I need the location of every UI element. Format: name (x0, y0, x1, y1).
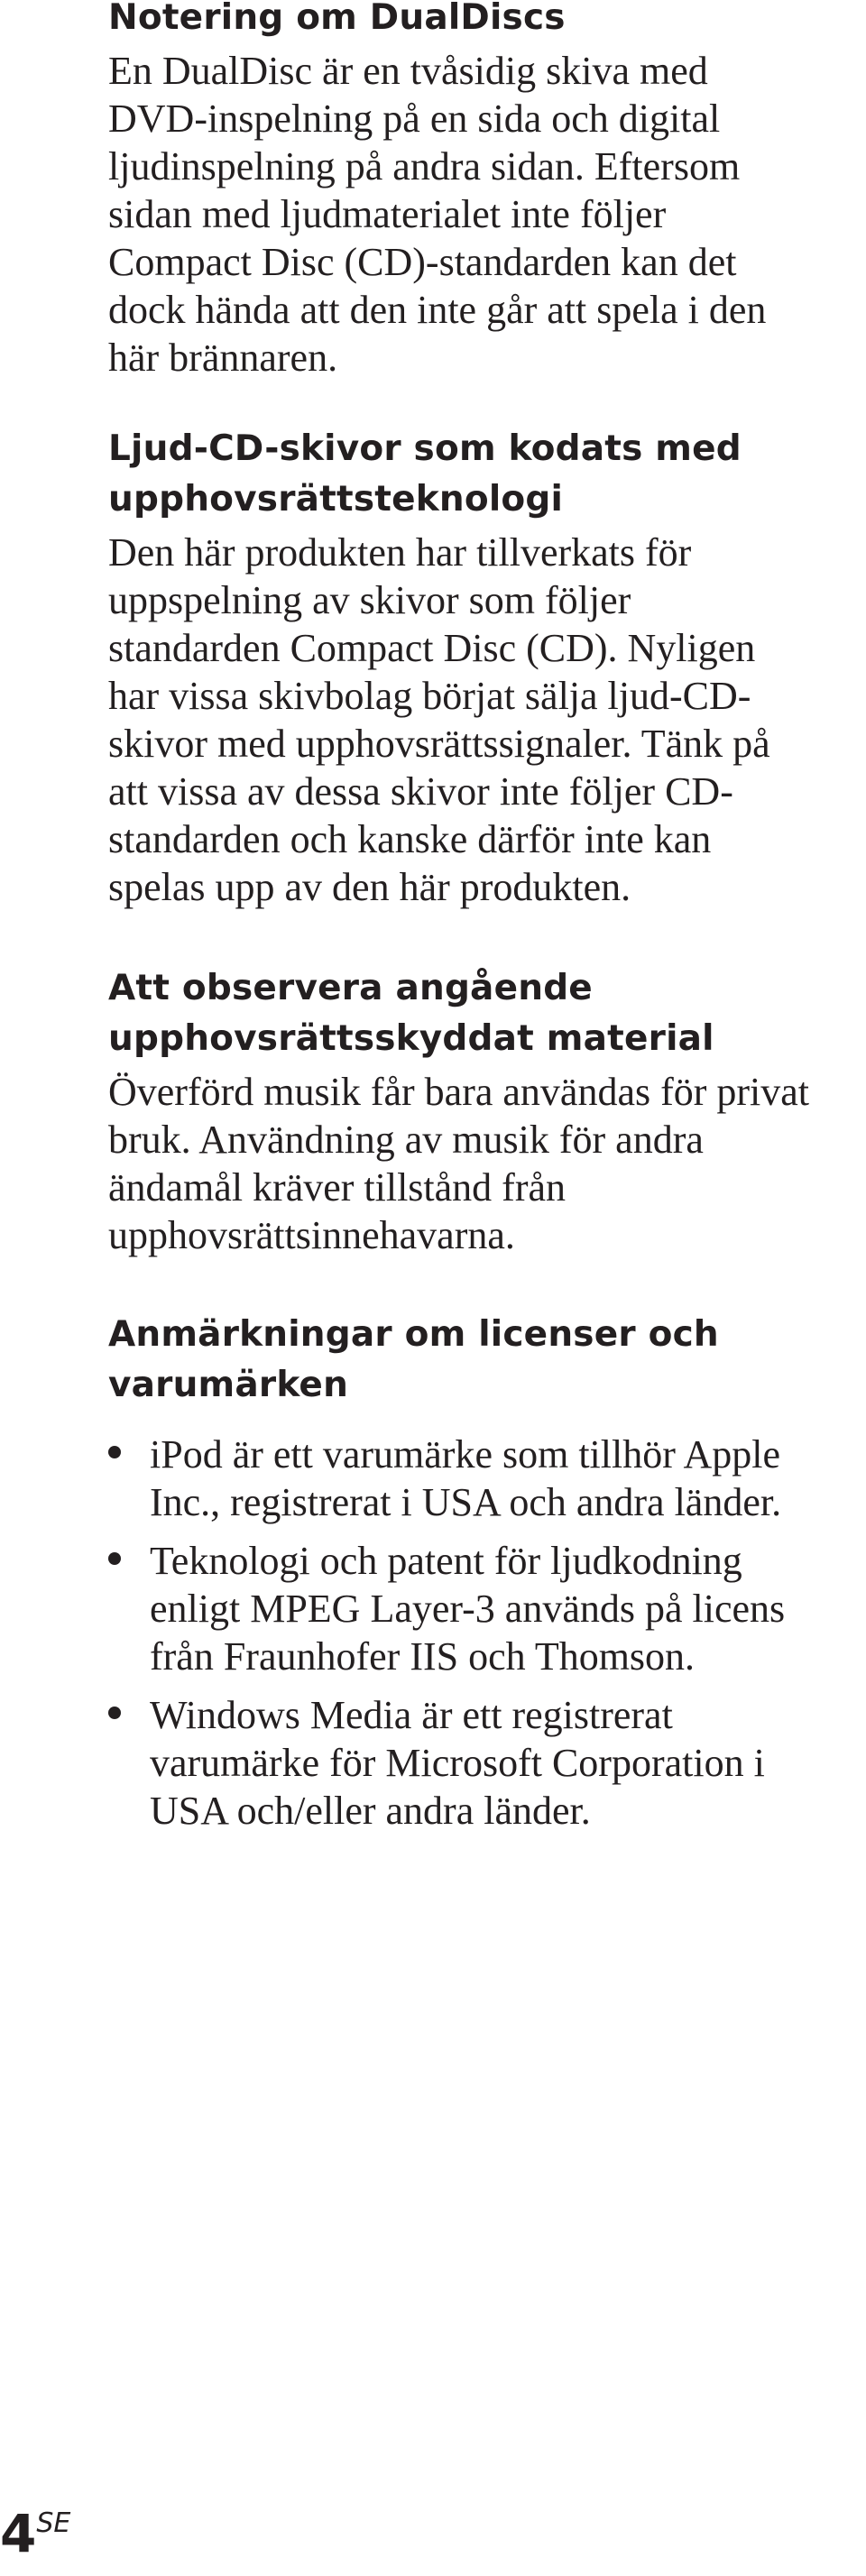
section-copyright-material (108, 963, 812, 1259)
license-list (108, 1431, 812, 1835)
list-item-text: Teknologi och patent för ljudkodning enligt MPEG Layer-3 används på licens från Fraunhofer IIS och Thomson. (150, 1539, 786, 1679)
section-licenses (108, 1310, 812, 1845)
page-number (0, 2502, 70, 2565)
page-number-value: 4 (0, 2503, 37, 2564)
bullet-icon (108, 1552, 121, 1565)
list-item-text: iPod är ett varumärke som tillhör Apple Inc., registrerat i USA och andra länder. (150, 1432, 782, 1524)
section-heading: Att observera angående upphovsrättsskyddat material (108, 968, 714, 1059)
list-item (108, 1431, 812, 1526)
bullet-icon (108, 1446, 121, 1458)
section-body: En DualDisc är en tvåsidig skiva med DVD-inspelning på en sida och digital ljudinspelning på andra sidan. Eftersom sidan med ljudmaterialet inte följer Compact Disc (CD)-standarden kan det dock hända att den inte går att spela i den här brännaren. (108, 49, 767, 380)
list-item (108, 1691, 812, 1835)
section-heading: Notering om DualDiscs (108, 0, 566, 38)
bullet-icon (108, 1707, 121, 1719)
section-heading: Anmärkningar om licenser och varumärken (108, 1314, 719, 1405)
section-body: Överförd musik får bara användas för privat bruk. Användning av musik för andra ändamål kräver tillstånd från upphovsrättsinnehavarna. (108, 1070, 810, 1257)
section-heading: Ljud-CD-skivor som kodats med upphovsrättsteknologi (108, 428, 742, 520)
section-body: Den här produkten har tillverkats för uppspelning av skivor som följer standarden Compact Disc (CD). Nyligen har vissa skivbolag börjat sälja ljud-CD-skivor med upphovsrättssignaler. Tänk på att vissa av dessa skivor inte följer CD-standarden och kanske därför inte kan spelas upp av den här produkten. (108, 530, 770, 909)
section-copyright-cd (108, 424, 812, 911)
language-code: SE (36, 2507, 71, 2539)
list-item (108, 1537, 812, 1680)
section-dualdisc (108, 0, 812, 382)
list-item-text: Windows Media är ett registrerat varumärke för Microsoft Corporation i USA och/eller andra länder. (150, 1693, 765, 1833)
